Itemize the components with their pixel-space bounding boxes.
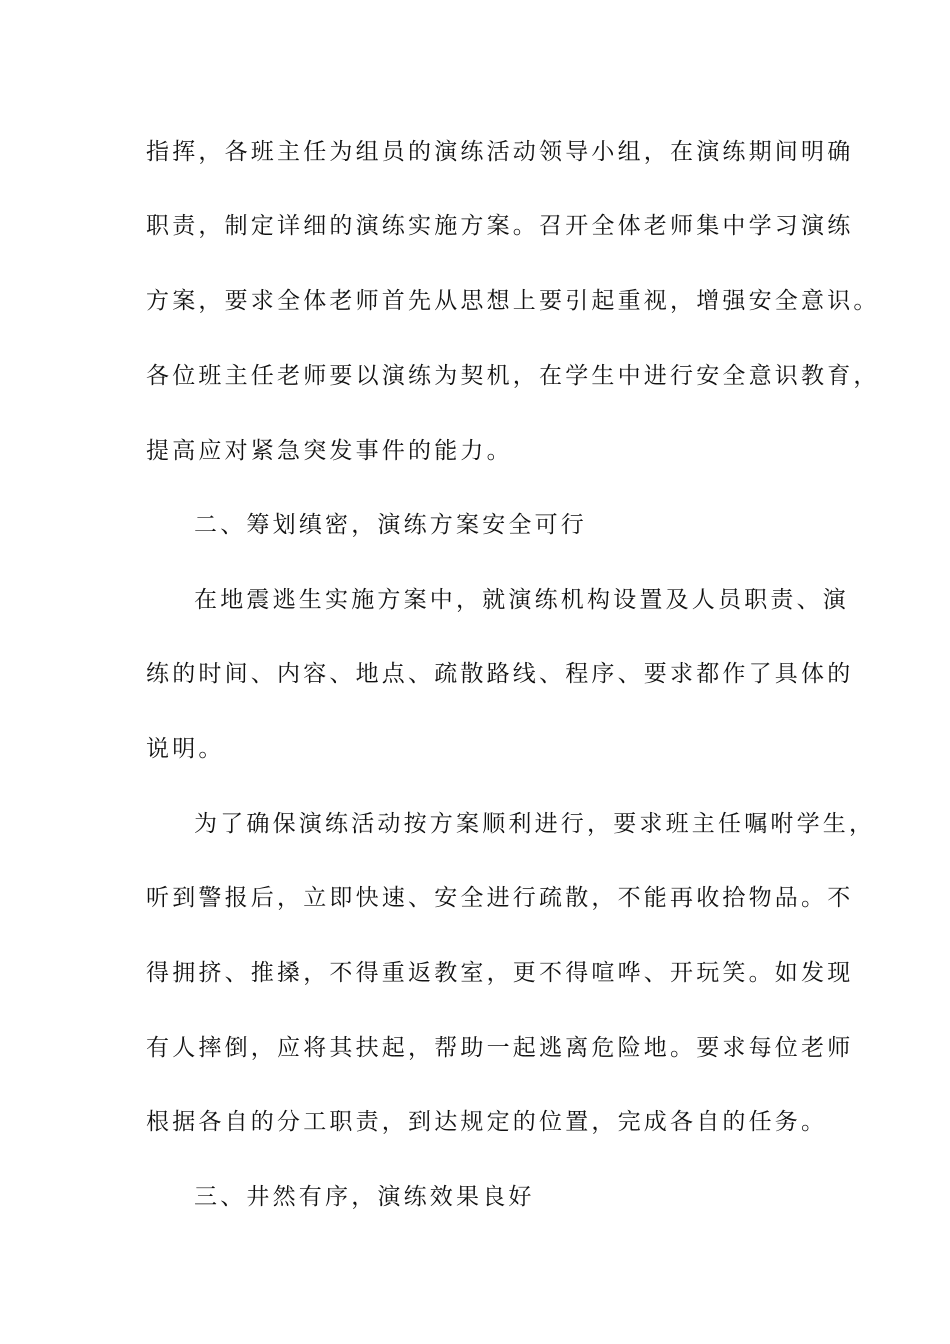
paragraph-line: 各位班主任老师要以演练为契机，在学生中进行安全意识教育， — [146, 363, 880, 389]
paragraph-line: 在地震逃生实施方案中，就演练机构设置及人员职责、演 — [194, 587, 849, 613]
paragraph-line: 指挥，各班主任为组员的演练活动领导小组，在演练期间明确 — [146, 139, 854, 165]
paragraph-line: 说明。 — [146, 736, 225, 762]
paragraph-line: 练的时间、内容、地点、疏散路线、程序、要求都作了具体的 — [146, 661, 854, 687]
paragraph-line: 为了确保演练活动按方案顺利进行，要求班主任嘱咐学生， — [194, 811, 876, 837]
paragraph-line: 有人摔倒，应将其扶起，帮助一起逃离危险地。要求每位老师 — [146, 1035, 854, 1061]
section-heading: 三、井然有序，演练效果良好 — [194, 1184, 535, 1210]
paragraph-line: 职责，制定详细的演练实施方案。召开全体老师集中学习演练 — [146, 213, 854, 239]
section-heading: 二、筹划缜密，演练方案安全可行 — [194, 512, 587, 538]
paragraph-line: 听到警报后，立即快速、安全进行疏散，不能再收拾物品。不 — [146, 885, 854, 911]
paragraph-line: 根据各自的分工职责，到达规定的位置，完成各自的任务。 — [146, 1109, 828, 1135]
paragraph-line: 提高应对紧急突发事件的能力。 — [146, 438, 513, 464]
paragraph-line: 得拥挤、推搡，不得重返教室，更不得喧哗、开玩笑。如发现 — [146, 960, 854, 986]
paragraph-line: 方案，要求全体老师首先从思想上要引起重视，增强安全意识。 — [146, 288, 880, 314]
